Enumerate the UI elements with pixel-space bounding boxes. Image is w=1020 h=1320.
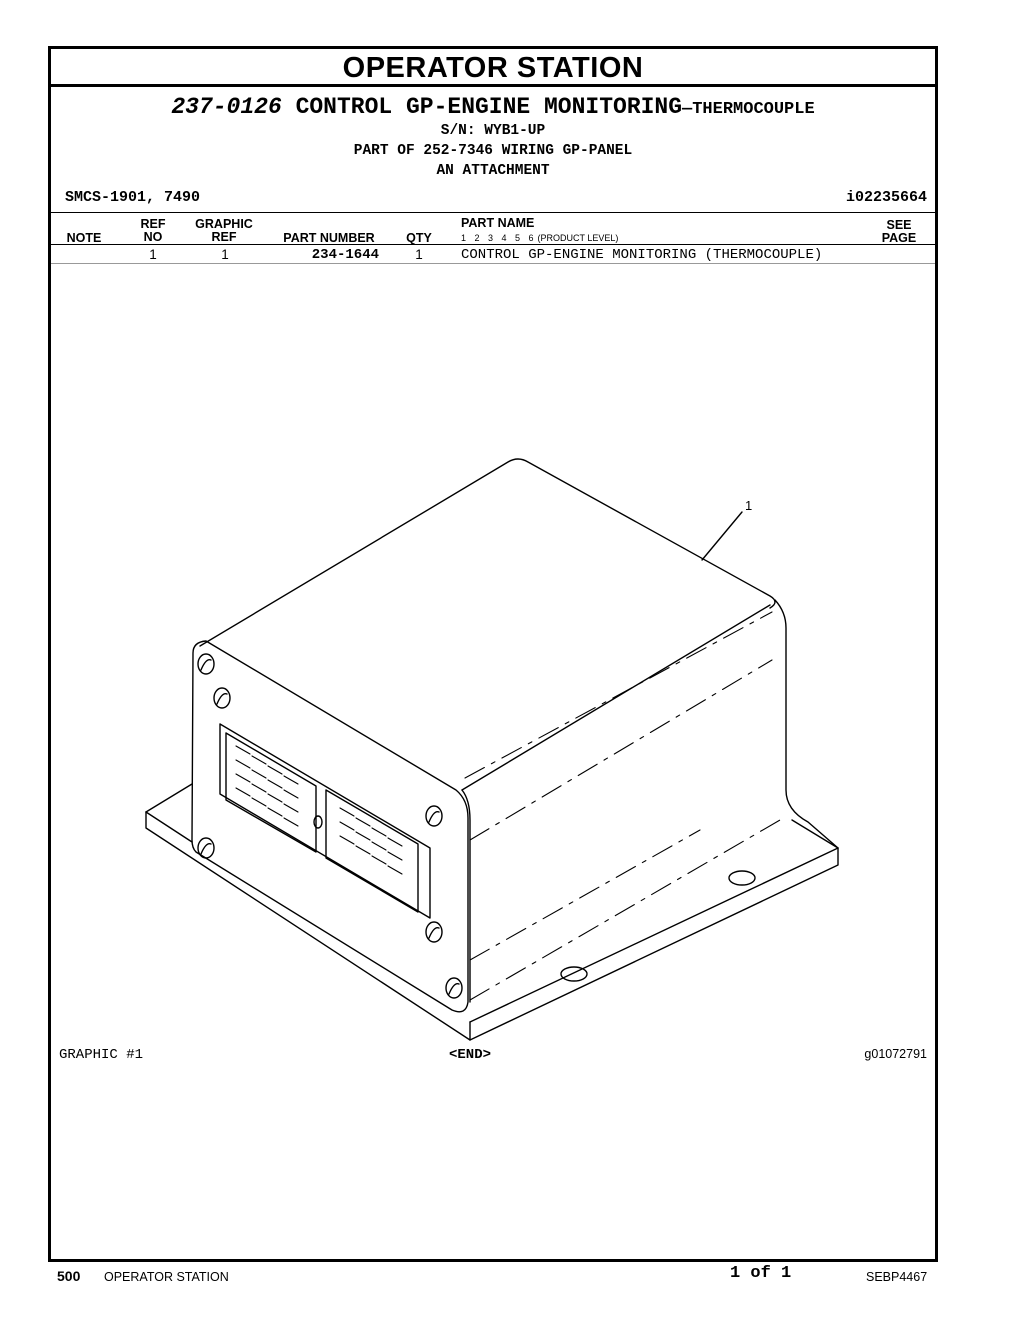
end-marker: <END> <box>449 1047 492 1063</box>
illustration-id: i02235664 <box>845 189 927 206</box>
col-graphic-ref: GRAPHIC REF <box>195 217 253 244</box>
col-part-name: PART NAME <box>461 216 535 230</box>
header-top-rule <box>51 212 935 213</box>
footer-page-number: 500 <box>57 1268 81 1284</box>
callout-number: 1 <box>745 498 753 513</box>
col-see-page: SEE PAGE <box>881 218 917 245</box>
col-ref-no: REF NO <box>140 217 166 244</box>
smcs-code: SMCS-1901, 7490 <box>65 189 201 206</box>
footer-document-id: SEBP4467 <box>866 1270 928 1284</box>
group-name: CONTROL GP-ENGINE MONITORING <box>295 94 683 120</box>
face-plate <box>192 641 468 1012</box>
group-number: 237-0126 <box>171 94 282 120</box>
connector-pins <box>236 746 402 874</box>
footer-page-count: 1 of 1 <box>730 1264 792 1283</box>
row-qty: 1 <box>415 247 423 262</box>
row-ref-no: 1 <box>149 247 157 262</box>
graphic-id: g01072791 <box>864 1047 927 1061</box>
part-of-line: PART OF 252-7346 WIRING GP-PANEL <box>353 143 633 159</box>
serial-number: S/N: WYB1-UP <box>440 123 546 139</box>
col-note: NOTE <box>66 231 102 245</box>
attachment-line: AN ATTACHMENT <box>436 163 550 179</box>
row-graphic-ref: 1 <box>221 247 229 262</box>
col-part-number: PART NUMBER <box>283 231 375 245</box>
graphic-label: GRAPHIC #1 <box>59 1047 144 1063</box>
mount-hole-right <box>729 871 755 885</box>
header-bottom-rule <box>51 244 935 245</box>
hidden-edges <box>465 612 780 1000</box>
housing-top <box>200 459 775 646</box>
group-suffix: —THERMOCOUPLE <box>682 100 815 119</box>
product-levels: 1 2 3 4 5 6 (PRODUCT LEVEL) <box>461 233 619 243</box>
section-title: OPERATOR STATION <box>51 49 935 87</box>
row-rule <box>51 263 935 264</box>
row-part-name: CONTROL GP-ENGINE MONITORING (THERMOCOUPLE) <box>461 247 823 263</box>
group-title <box>51 94 935 120</box>
callout-leader <box>702 512 742 560</box>
screw-heads <box>198 654 462 998</box>
col-qty: QTY <box>406 231 432 245</box>
control-module-illustration <box>130 450 850 1050</box>
row-part-number: 234-1644 <box>311 247 379 263</box>
footer-section: OPERATOR STATION <box>104 1270 229 1284</box>
connector-left <box>226 733 316 852</box>
connector-housing <box>220 724 430 918</box>
mount-hole-front <box>561 967 587 981</box>
